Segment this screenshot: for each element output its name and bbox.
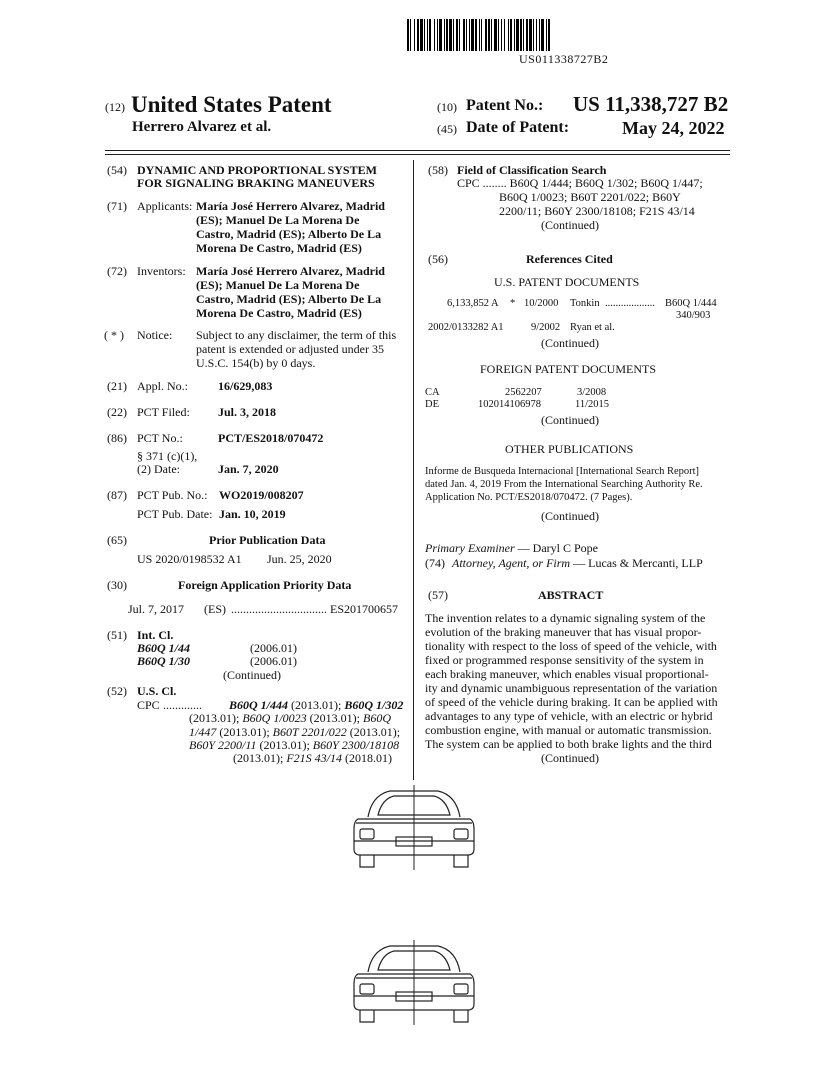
applicants-label: Applicants: <box>137 199 193 213</box>
code-21: (21) <box>107 379 127 393</box>
title-line-2: FOR SIGNALING BRAKING MANEUVERS <box>137 176 375 190</box>
inventors-line-3: Castro, Madrid (ES); Alberto De La <box>196 292 382 306</box>
attorney-line <box>452 556 703 571</box>
code-30: (30) <box>107 578 127 592</box>
field-search-heading: Field of Classification Search <box>457 163 607 177</box>
pct-pub-date-label: PCT Pub. Date: <box>137 507 213 521</box>
appl-no-label: Appl. No.: <box>137 379 188 393</box>
notice-line-3: U.S.C. 154(b) by 0 days. <box>196 356 316 370</box>
abstract-line-9: combustion engine, with manual or automatic transmission. <box>425 723 712 737</box>
int-cl-2-version: (2006.01) <box>250 654 297 668</box>
other-pubs-line-3: Application No. PCT/ES2018/070472. (7 Pages). <box>425 492 633 503</box>
us-cl-version: (2013.01); <box>256 738 313 752</box>
pct-pub-date: Jan. 10, 2019 <box>219 507 286 521</box>
foreign-docs-heading: FOREIGN PATENT DOCUMENTS <box>480 362 657 376</box>
ref-1-class: B60Q 1/444 <box>665 298 717 309</box>
us-cl-line-5 <box>233 751 392 766</box>
applicants-line-4: Morena De Castro, Madrid (ES) <box>196 241 362 255</box>
s371-date: Jan. 7, 2020 <box>218 462 279 476</box>
pct-no-label: PCT No.: <box>137 431 183 445</box>
foreign-2-number: 102014106978 <box>478 399 541 410</box>
priority-country: (ES) <box>204 602 226 616</box>
us-cl-code: B60Q 1/444 <box>229 698 289 712</box>
int-cl-continued: (Continued) <box>223 668 281 682</box>
code-56: (56) <box>428 252 448 266</box>
s371-line-1: § 371 (c)(1), <box>137 449 198 463</box>
abstract-line-10: The system can be applied to both brake lights and the third <box>425 737 712 751</box>
pct-no: PCT/ES2018/070472 <box>218 431 324 445</box>
header-rule-top <box>105 150 730 151</box>
appl-no: 16/629,083 <box>218 379 273 393</box>
field-search-line-1: CPC ........ B60Q 1/444; B60Q 1/302; B60Q 1/447; <box>457 176 703 190</box>
attorney-name: — Lucas & Mercanti, LLP <box>570 556 703 570</box>
us-cl-code: B60Q 1/0023 <box>242 711 307 725</box>
inventors-label: Inventors: <box>137 264 186 278</box>
barcode <box>407 19 706 51</box>
us-cl-code: B60Q <box>363 711 391 725</box>
car-rear-drawing-bottom <box>350 940 478 1025</box>
car-rear-drawing-top <box>350 785 478 870</box>
us-cl-code: F21S 43/14 <box>286 751 342 765</box>
inventor-names: Herrero Alvarez et al. <box>132 119 272 135</box>
abstract-heading: ABSTRACT <box>538 588 604 602</box>
ref-1-class-2: 340/903 <box>676 310 711 321</box>
field-search-line-3: 2200/11; B60Y 2300/18108; F21S 43/14 <box>499 204 695 218</box>
code-74: (74) <box>425 556 445 570</box>
code-notice: ( * ) <box>104 328 124 342</box>
other-pubs-line-1: Informe de Busqueda Internacional [International Search Report] <box>425 466 700 477</box>
ref-2-number: 2002/0133282 A1 <box>428 322 504 333</box>
field-search-line-2: B60Q 1/0023; B60T 2201/022; B60Y <box>499 190 681 204</box>
abstract-line-7: of speed of the vehicle during braking. It can be applied with <box>425 695 718 709</box>
date-label: Date of Patent: <box>466 119 570 136</box>
pct-filed-date: Jul. 3, 2018 <box>218 405 277 419</box>
ref-1-number: 6,133,852 A <box>447 298 499 309</box>
us-cl-code: 1/447 <box>189 725 217 739</box>
applicants-line-3: Castro, Madrid (ES); Alberto De La <box>196 227 382 241</box>
abstract-line-6: ity and dynamic unambiguous representation of the variation <box>425 681 718 695</box>
other-pubs-continued: (Continued) <box>541 509 599 523</box>
code-51: (51) <box>107 628 127 642</box>
prior-pub-heading: Prior Publication Data <box>209 533 326 547</box>
code-87: (87) <box>107 488 127 502</box>
abstract-continued: (Continued) <box>541 751 599 765</box>
cpc-dots: ............. <box>163 698 202 712</box>
patent-no-label: Patent No.: <box>466 97 544 114</box>
us-cl-label: U.S. Cl. <box>137 684 177 698</box>
ref-2-date: 9/2002 <box>531 322 561 333</box>
other-pubs-line-2: dated Jan. 4, 2019 From the International Searching Authority Re. <box>425 479 703 490</box>
abstract-line-8: advantages to any type of vehicle, with an electric or hybrid <box>425 709 713 723</box>
ref-1-star: * <box>510 298 516 309</box>
pct-filed-label: PCT Filed: <box>137 405 190 419</box>
code-71: (71) <box>107 199 127 213</box>
attorney-label: Attorney, Agent, or Firm <box>452 556 571 570</box>
code-45: (45) <box>437 122 457 136</box>
priority-number: ES201700657 <box>330 602 399 616</box>
code-86: (86) <box>107 431 127 445</box>
foreign-priority-heading: Foreign Application Priority Data <box>178 578 352 592</box>
foreign-1-date: 3/2008 <box>577 387 607 398</box>
pct-pub-no: WO2019/008207 <box>219 488 304 502</box>
code-54: (54) <box>107 163 127 177</box>
int-cl-1: B60Q 1/44 <box>137 641 191 655</box>
ref-1-date: 10/2000 <box>524 298 559 309</box>
int-cl-label: Int. Cl. <box>137 628 174 642</box>
abstract-line-4: fixed or programmed response sensitivity of the system in <box>425 653 704 667</box>
inventors-line-1: María José Herrero Alvarez, Madrid <box>196 264 385 278</box>
examiner-name: — Daryl C Pope <box>514 541 598 555</box>
document-title: United States Patent <box>131 92 332 117</box>
us-cl-code: B60T 2201/022 <box>272 725 347 739</box>
abstract-line-2: evolution of the braking maneuver that has visual propor- <box>425 625 702 639</box>
other-pubs-heading: OTHER PUBLICATIONS <box>505 442 634 456</box>
us-cl-version: (2018.01) <box>342 751 392 765</box>
column-divider <box>413 160 414 780</box>
applicants-line-1: María José Herrero Alvarez, Madrid <box>196 199 385 213</box>
prior-pub-date: Jun. 25, 2020 <box>267 552 332 566</box>
header-rule-bottom <box>105 154 730 155</box>
us-cl-version: (2013.01); <box>189 711 243 725</box>
code-57: (57) <box>428 588 448 602</box>
code-58: (58) <box>428 163 448 177</box>
field-search-continued: (Continued) <box>541 218 599 232</box>
foreign-2-country: DE <box>425 399 439 410</box>
us-cl-code: B60Y 2300/18108 <box>312 738 400 752</box>
notice-line-1: Subject to any disclaimer, the term of this <box>196 328 397 342</box>
us-cl-version: (2013.01); <box>346 725 401 739</box>
us-cl-line-2 <box>189 711 391 726</box>
title-line-1: DYNAMIC AND PROPORTIONAL SYSTEM <box>137 163 377 177</box>
ref-2-name: Ryan et al. <box>570 322 615 333</box>
patent-date: May 24, 2022 <box>622 118 725 138</box>
abstract-line-5: each braking maneuver, which enables visual proportional- <box>425 667 709 681</box>
code-52: (52) <box>107 684 127 698</box>
int-cl-1-version: (2006.01) <box>250 641 297 655</box>
refs-continued: (Continued) <box>541 336 599 350</box>
examiner-label: Primary Examiner <box>425 541 515 555</box>
barcode-number: US011338727B2 <box>519 52 609 66</box>
abstract-line-3: tionality with respect to the loss of speed of the vehicle, with <box>425 639 717 653</box>
patent-number: US 11,338,727 B2 <box>573 92 729 116</box>
abstract-line-1: The invention relates to a dynamic signaling system of the <box>425 611 706 625</box>
notice-line-2: patent is extended or adjusted under 35 <box>196 342 384 356</box>
us-cl-version: (2013.01); <box>288 698 345 712</box>
code-22: (22) <box>107 405 127 419</box>
references-heading: References Cited <box>526 252 613 266</box>
examiner-line <box>425 541 598 556</box>
code-10: (10) <box>437 100 457 114</box>
code-72: (72) <box>107 264 127 278</box>
pct-pub-no-label: PCT Pub. No.: <box>137 488 208 502</box>
code-12: (12) <box>105 100 125 114</box>
us-cl-code: B60Q 1/302 <box>344 698 404 712</box>
us-cl-version: (2013.01); <box>306 711 363 725</box>
ref-1-name: Tonkin <box>570 298 600 309</box>
foreign-continued: (Continued) <box>541 413 599 427</box>
foreign-1-country: CA <box>425 387 440 398</box>
foreign-1-number: 2562207 <box>505 387 542 398</box>
us-cl-version: (2013.01); <box>233 751 287 765</box>
prior-pub-number: US 2020/0198532 A1 <box>137 552 242 566</box>
priority-date: Jul. 7, 2017 <box>128 602 185 616</box>
us-cl-code: B60Y 2200/11 <box>189 738 257 752</box>
barcode-bar <box>550 19 551 51</box>
cpc-label: CPC <box>137 698 160 712</box>
foreign-2-date: 11/2015 <box>575 399 610 410</box>
int-cl-2: B60Q 1/30 <box>137 654 191 668</box>
us-docs-heading: U.S. PATENT DOCUMENTS <box>494 275 640 289</box>
s371-line-2: (2) Date: <box>137 462 180 476</box>
us-cl-version: (2013.01); <box>216 725 273 739</box>
code-65: (65) <box>107 533 127 547</box>
ref-1-dots: ................... <box>605 298 655 309</box>
inventors-line-4: Morena De Castro, Madrid (ES) <box>196 306 362 320</box>
notice-label: Notice: <box>137 328 173 342</box>
priority-dots: ................................ <box>231 602 327 616</box>
inventors-line-2: (ES); Manuel De La Morena De <box>196 278 360 292</box>
applicants-line-2: (ES); Manuel De La Morena De <box>196 213 360 227</box>
